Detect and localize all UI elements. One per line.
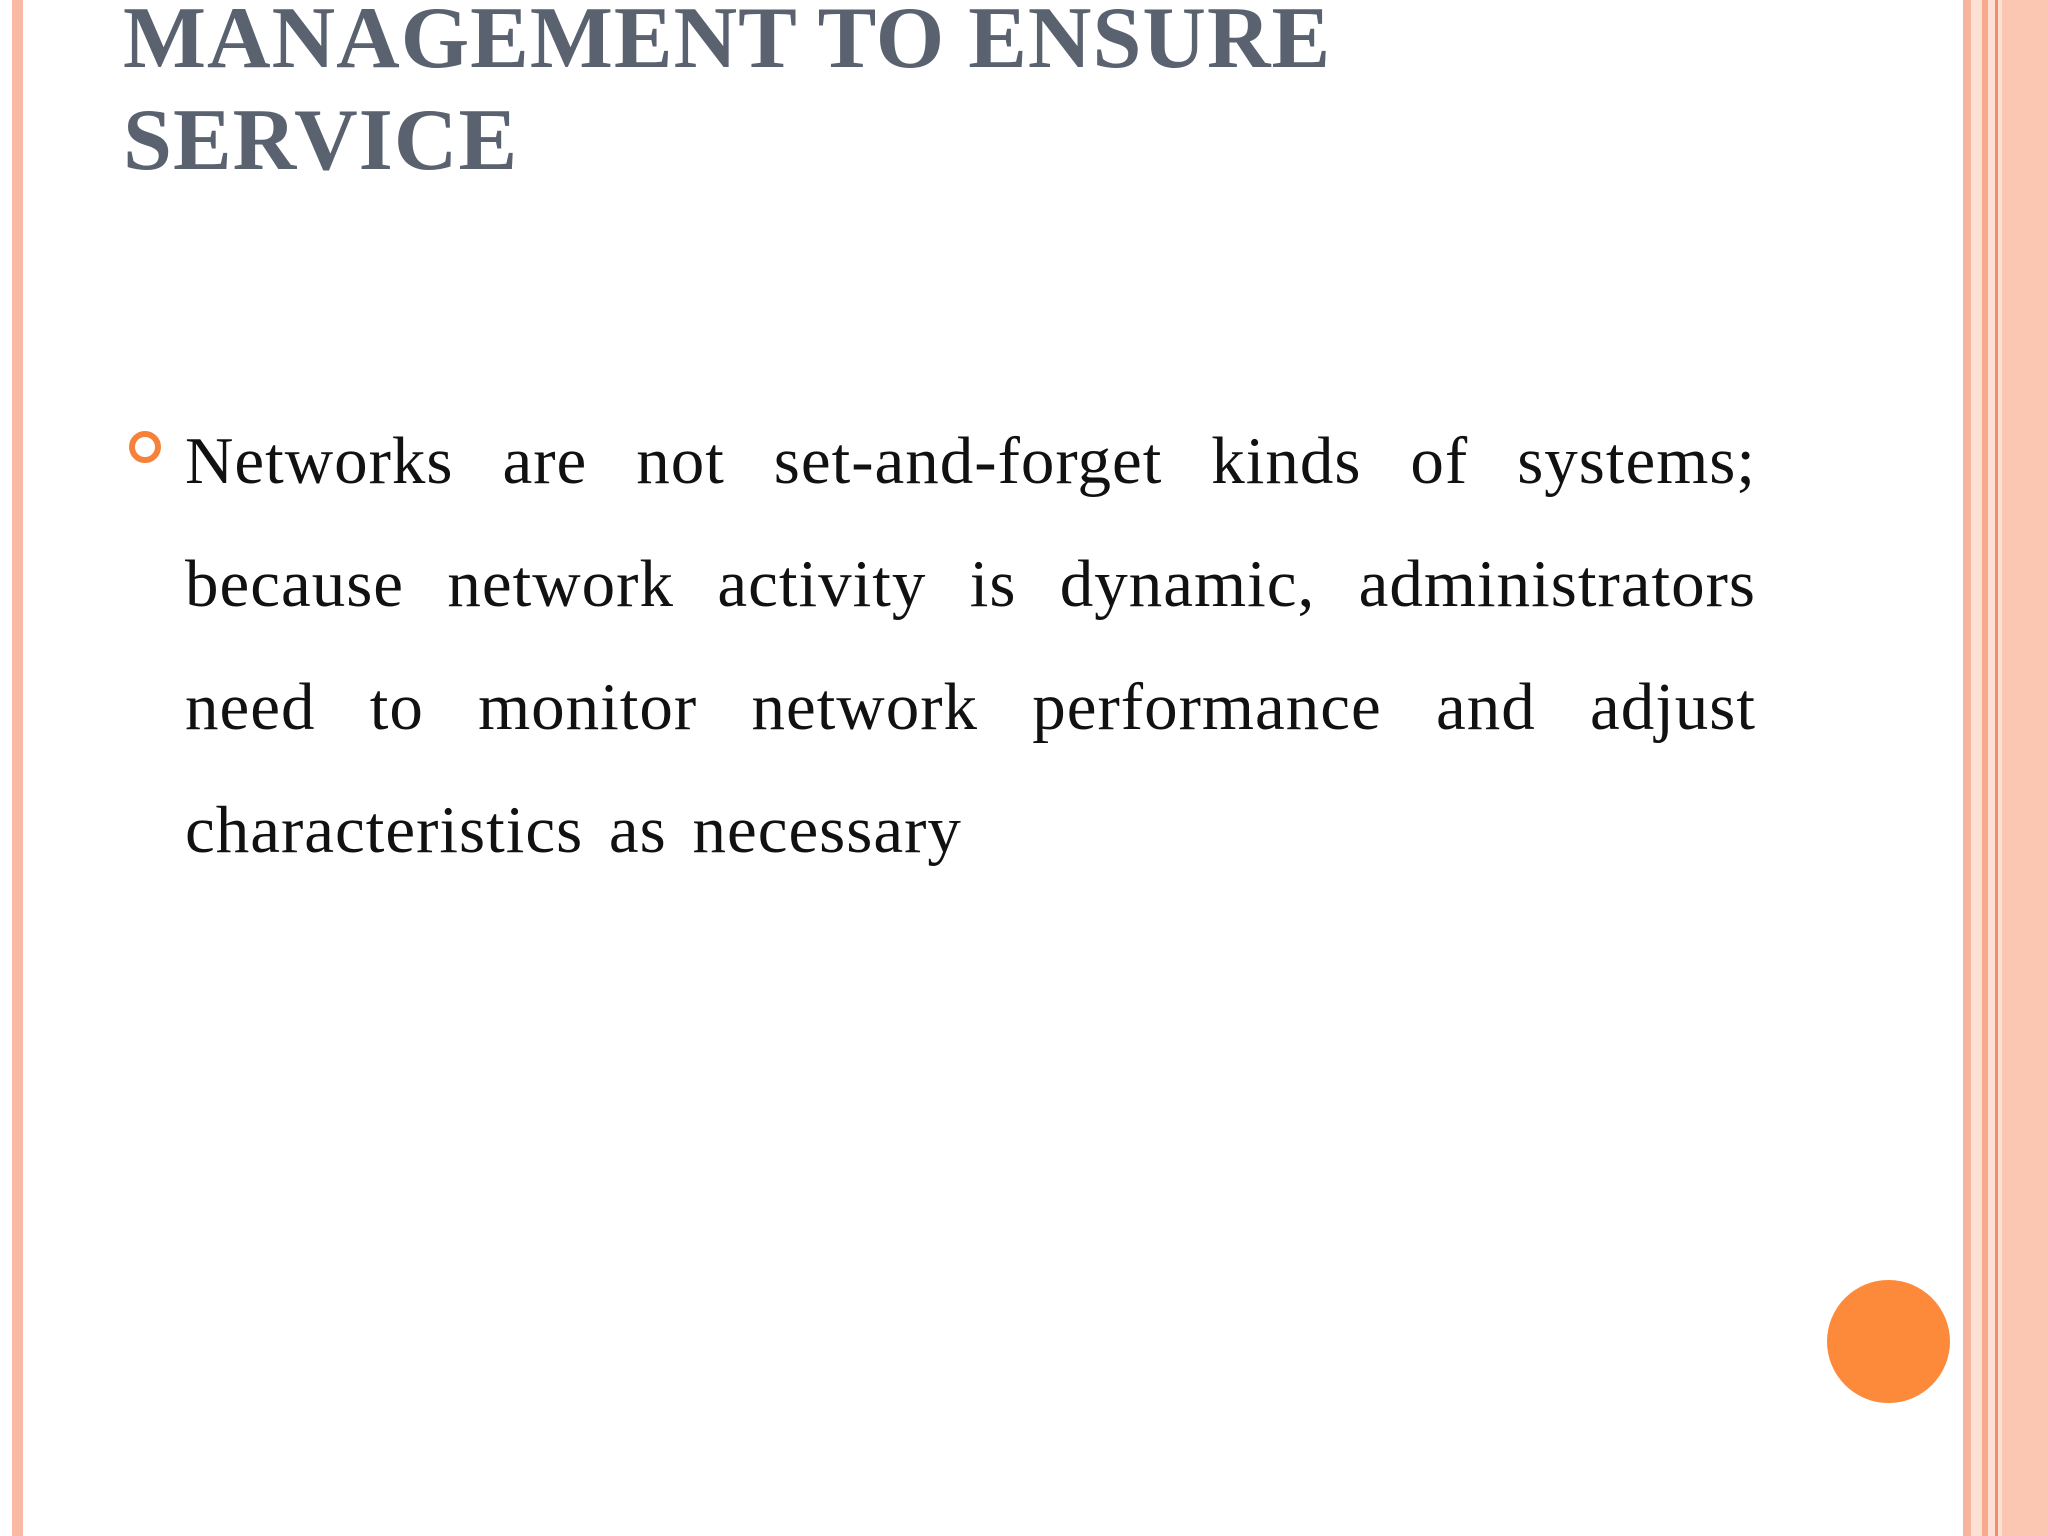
bullet-text: Networks are not set-and-forget kinds of systems; because network activity is dynamic, administrators need to monitor network performance and adjust characteristics as necessary [185, 424, 1756, 867]
bullet-list [126, 400, 1756, 892]
slide-title: MANAGEMENT TO ENSURE SERVICE [123, 0, 1332, 189]
right-border-stripe-2 [1982, 0, 1988, 1536]
left-border-stripe [12, 0, 23, 1536]
hollow-circle-bullet-icon [129, 431, 161, 463]
right-border-stripe-1 [1963, 0, 1971, 1536]
right-border-stripe-3 [1995, 0, 1998, 1536]
bullet-item [126, 400, 1756, 892]
orange-circle-decoration-icon [1827, 1280, 1950, 1403]
right-border-stripe-4 [2002, 0, 2048, 1536]
